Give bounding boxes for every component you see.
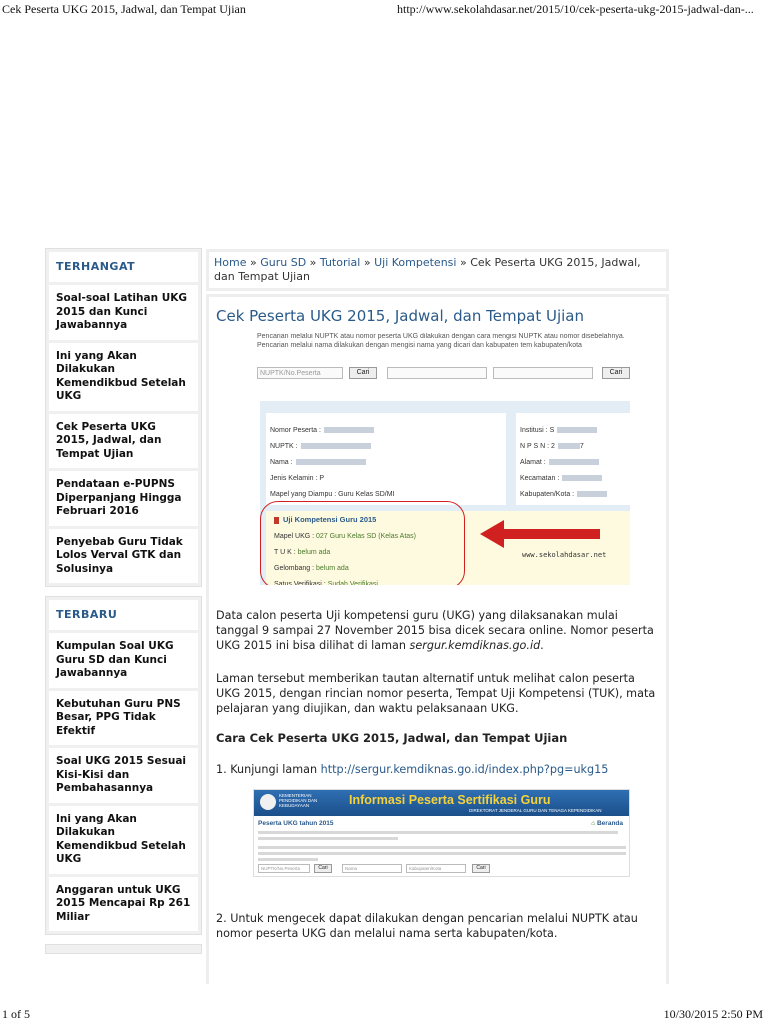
- print-page-url: http://www.sekolahdasar.net/2015/10/cek-peserta-ukg-2015-jadwal-dan-...: [397, 2, 754, 16]
- screenshot-sergur-site: [253, 789, 630, 877]
- sidebar-link[interactable]: Cek Peserta UKG 2015, Jadwal, dan Tempat Ujian: [49, 414, 198, 469]
- breadcrumb-guru-sd[interactable]: Guru SD: [260, 256, 307, 269]
- sidebar-link[interactable]: Soal-soal Latihan UKG 2015 dan Kunci Jawabannya: [49, 285, 198, 340]
- tuk-label: T U K :: [274, 549, 298, 556]
- cari-button: Cari: [472, 864, 490, 873]
- sidebar-link[interactable]: Anggaran untuk UKG 2015 Mencapai Rp 261 Miliar: [49, 877, 198, 932]
- sidebar-link[interactable]: Ini yang Akan Dilakukan Kemendikbud Setelah UKG: [49, 343, 198, 411]
- screenshot-search-result: [257, 333, 630, 585]
- breadcrumb-home[interactable]: Home: [214, 256, 247, 269]
- step-2: 2. Untuk mengecek dapat dilakukan dengan pencarian melalui NUPTK atau nomor peserta UKG dan melalui nama serta kabupaten/kota.: [216, 912, 638, 940]
- breadcrumb-separator: »: [306, 256, 320, 269]
- section-heading: Cara Cek Peserta UKG 2015, Jadwal, dan Tempat Ujian: [216, 731, 568, 745]
- print-page-title: Cek Peserta UKG 2015, Jadwal, dan Tempat Ujian: [2, 2, 246, 16]
- nama-input: Nama: [342, 864, 402, 873]
- sidebar-link[interactable]: Kumpulan Soal UKG Guru SD dan Kunci Jawabannya: [49, 633, 198, 688]
- paragraph-text: Data calon peserta Uji kompetensi guru (UKG) yang dilaksanakan mulai tanggal 9 sampai 27 November 2015 bisa dicek secara online. Nomor peserta UKG 2015 ini bisa dilihat di laman: [216, 609, 654, 652]
- mapel-value: 027 Guru Kelas SD (Kelas Atas): [316, 533, 417, 540]
- kabupaten-input: [493, 367, 593, 379]
- text-line: [258, 846, 626, 849]
- logo-text: KEMENTERIAN PENDIDIKAN DAN KEBUDAYAAN: [279, 793, 318, 808]
- print-footer: [0, 1007, 768, 1023]
- gelombang-value: belum ada: [316, 565, 349, 572]
- redacted-value: [577, 491, 607, 497]
- redacted-value: [296, 459, 366, 465]
- step-1-text: 1. Kunjungi laman: [216, 763, 321, 776]
- widget-title-terbaru: TERBARU: [49, 600, 198, 630]
- tuk-value: belum ada: [297, 549, 331, 556]
- banner-title: Informasi Peserta Sertifikasi Guru: [349, 793, 551, 807]
- kecamatan-row: [520, 475, 602, 482]
- widget-placeholder: [45, 944, 202, 954]
- redacted-value: [557, 427, 597, 433]
- nuptk-input: NUPTK/No.Peserta: [257, 367, 343, 379]
- beranda-link: [591, 820, 623, 827]
- post-article: [206, 294, 669, 984]
- alamat-label: Alamat :: [520, 459, 546, 466]
- sergur-link-text: sergur.kemdiknas.go.id: [409, 639, 541, 652]
- institusi-label: Institusi : S: [520, 427, 555, 434]
- redacted-value: [558, 443, 580, 449]
- result-left: [266, 413, 506, 505]
- paragraph-end: .: [540, 639, 544, 652]
- sidebar: [45, 248, 202, 954]
- sidebar-link[interactable]: Penyebab Guru Tidak Lolos Verval GTK dan Solusinya: [49, 529, 198, 584]
- sidebar-link[interactable]: Ini yang Akan Dilakukan Kemendikbud Setelah UKG: [49, 806, 198, 874]
- kemdikbud-logo-icon: [260, 794, 276, 810]
- breadcrumb-separator: »: [360, 256, 375, 269]
- step-1: [216, 762, 656, 777]
- breadcrumb-current: Cek Peserta UKG 2015, Jadwal, dan Tempat Ujian: [214, 256, 641, 283]
- red-arrow-icon: [480, 519, 600, 549]
- sidebar-link[interactable]: Kebutuhan Guru PNS Besar, PPG Tidak Efektif: [49, 691, 198, 746]
- status-label: Satus Verifikasi :: [274, 581, 328, 585]
- breadcrumb-uji-kompetensi[interactable]: Uji Kompetensi: [374, 256, 457, 269]
- sidebar-link[interactable]: Pendataan e-PUPNS Diperpanjang Hingga Februari 2016: [49, 471, 198, 526]
- mapel-label: Mapel UKG :: [274, 533, 317, 540]
- breadcrumb: [206, 249, 669, 291]
- post-title[interactable]: Cek Peserta UKG 2015, Jadwal, dan Tempat Ujian: [216, 307, 584, 325]
- institusi-row: [520, 427, 597, 434]
- nuptk-input: NUPTK/No.Peserta: [258, 864, 310, 873]
- page-number: 1 of 5: [2, 1007, 30, 1021]
- redacted-value: [549, 459, 599, 465]
- sergur-url-link[interactable]: http://sergur.kemdiknas.go.id/index.php?pg=ukg15: [320, 763, 609, 776]
- jenis-kelamin-row: Jenis Kelamin : P: [270, 475, 325, 482]
- highlight-circle: [260, 501, 465, 585]
- nama-row: [270, 459, 366, 466]
- npsn-row: [520, 443, 584, 450]
- npsn-end: 7: [579, 443, 584, 450]
- cari-button: Cari: [349, 367, 377, 379]
- breadcrumb-separator: »: [456, 256, 471, 269]
- sidebar-link[interactable]: Soal UKG 2015 Sesuai Kisi-Kisi dan Pembahasannya: [49, 748, 198, 803]
- paragraph-intro: [216, 608, 656, 653]
- print-datetime: 10/30/2015 2:50 PM: [663, 1007, 763, 1021]
- widget-title-terhangat: TERHANGAT: [49, 252, 198, 282]
- nomor-peserta-label: Nomor Peserta :: [270, 427, 321, 434]
- name-input: [387, 367, 487, 379]
- nuptk-row: [270, 443, 371, 450]
- beranda-text: Beranda: [596, 820, 623, 827]
- kabupaten-label: Kabupaten/Kota :: [520, 491, 575, 498]
- text-line: [258, 858, 318, 861]
- breadcrumb-tutorial[interactable]: Tutorial: [319, 256, 361, 269]
- banner-subtitle: DIREKTORAT JENDERAL GURU DAN TENAGA KEPENDIDIKAN: [469, 808, 602, 813]
- home-icon: ⌂: [591, 820, 596, 827]
- nuptk-label: NUPTK :: [270, 443, 298, 450]
- nomor-peserta-row: [270, 427, 374, 434]
- redacted-value: [562, 475, 602, 481]
- mapel-diampu-row: Mapel yang Diampu : Guru Kelas SD/MI: [270, 491, 395, 498]
- search-description: Pencarian melalui NUPTK atau nomor peserta UKG dilakukan dengan cara mengisi NUPTK atau nomor disebelahnya. Pencarian melalui nama dilakukan dengan mengisi nama yang dicari dan kabupaten tem kabupaten/kota: [257, 333, 625, 349]
- site-banner: [254, 790, 630, 816]
- peserta-heading: Peserta UKG tahun 2015: [258, 820, 334, 827]
- print-header: [0, 2, 768, 20]
- nama-label: Nama :: [270, 459, 293, 466]
- text-line: [258, 831, 618, 834]
- gelombang-label: Gelombang :: [274, 565, 317, 572]
- alamat-row: [520, 459, 599, 466]
- breadcrumb-separator: »: [246, 256, 261, 269]
- watermark: www.sekolahdasar.net: [522, 551, 607, 559]
- status-value: Sudah Verifikasi: [327, 581, 378, 585]
- widget-terhangat: [45, 248, 202, 587]
- cari-button: Cari: [314, 864, 332, 873]
- npsn-label: N P S N : 2: [520, 443, 555, 450]
- text-line: [258, 837, 398, 840]
- kabupaten-input: Kabupaten/Kota: [406, 864, 466, 873]
- paragraph-details: Laman tersebut memberikan tautan alternatif untuk melihat calon peserta UKG 2015, dengan rincian nomor peserta, Tempat Uji Kompetensi (TUK), mata pelajaran yang diujikan, dan waktu pelaksanaan UKG.: [216, 672, 656, 715]
- result-right: [516, 413, 630, 505]
- kabupaten-row: [520, 491, 607, 498]
- result-panel: [260, 401, 630, 585]
- kecamatan-label: Kecamatan :: [520, 475, 560, 482]
- widget-terbaru: [45, 596, 202, 935]
- redacted-value: [324, 427, 374, 433]
- cari-button: Cari: [602, 367, 630, 379]
- uji-title-text: Uji Kompetensi Guru 2015: [283, 515, 377, 524]
- text-line: [258, 852, 626, 855]
- redacted-value: [301, 443, 371, 449]
